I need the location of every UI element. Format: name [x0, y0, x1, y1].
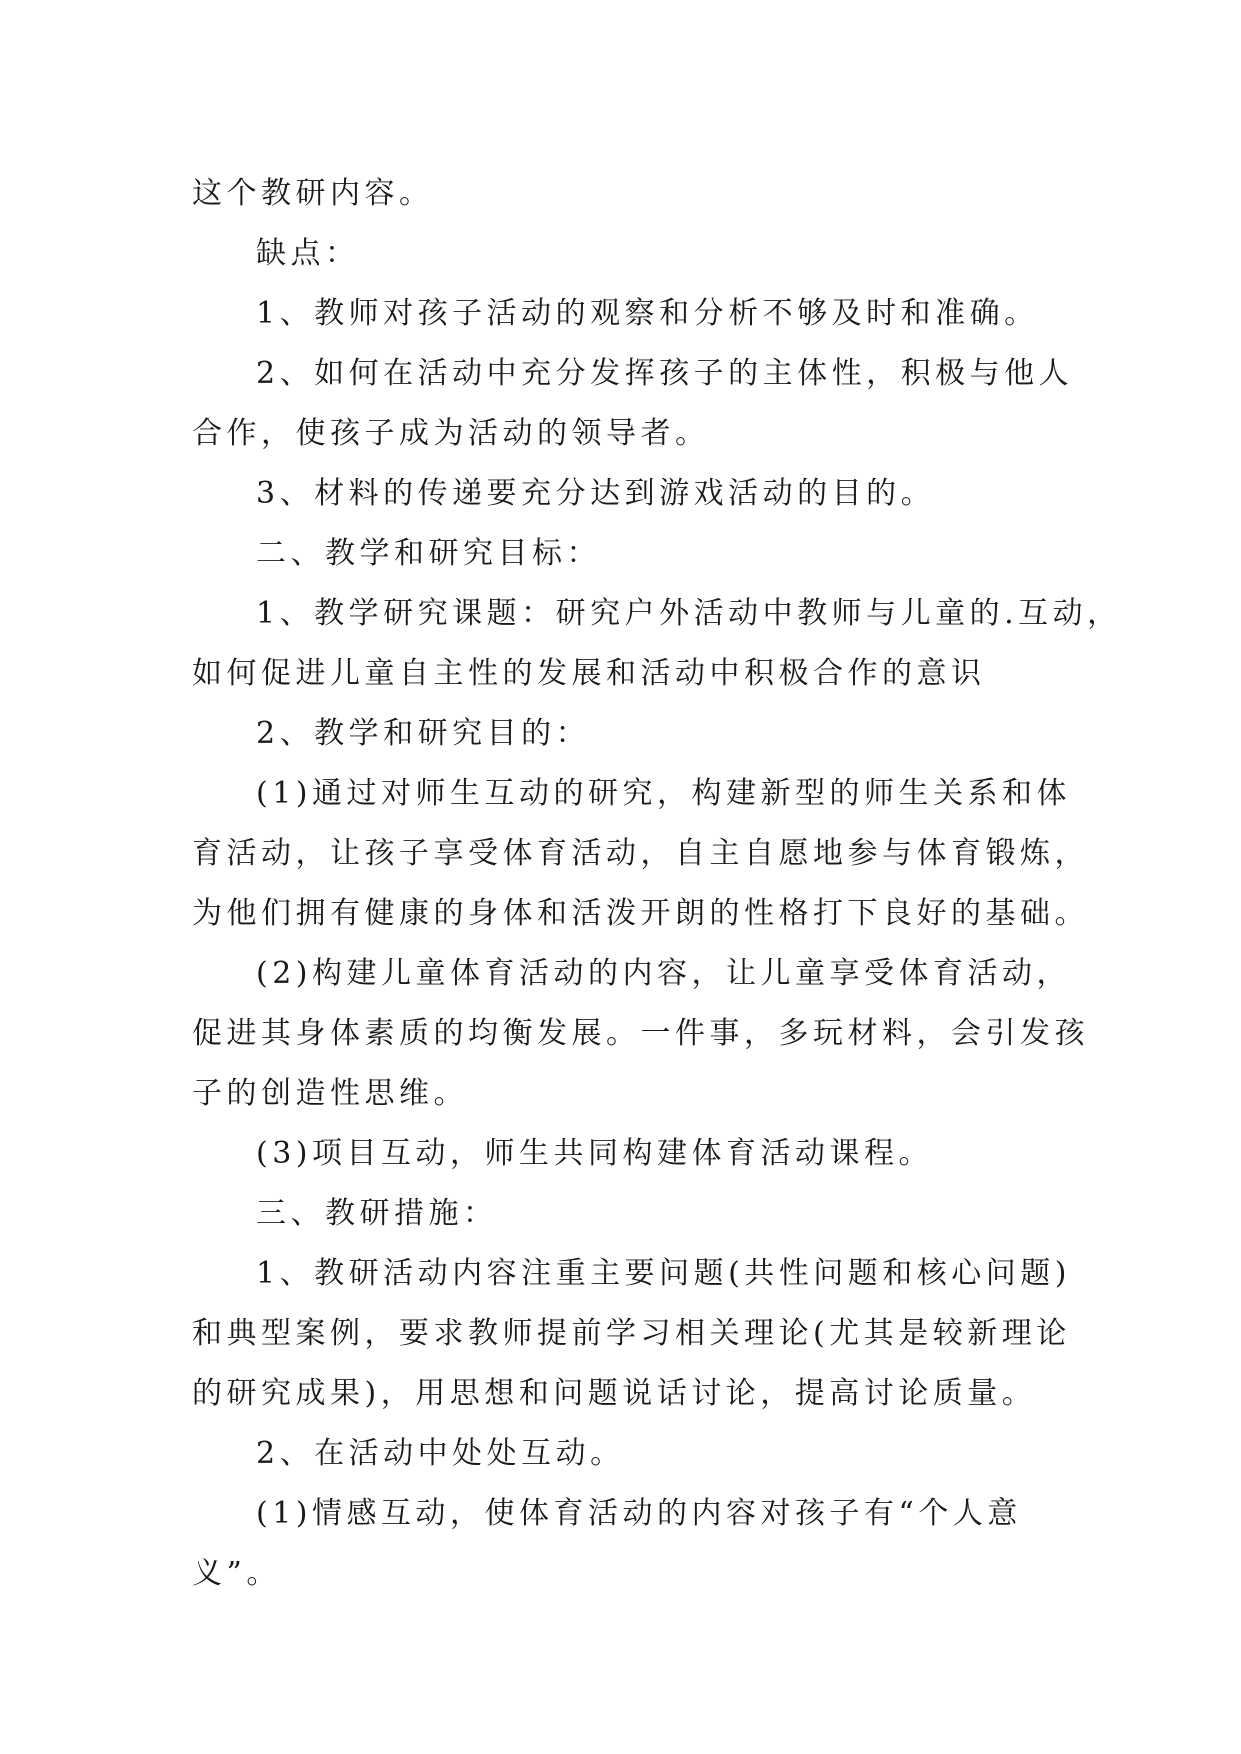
text-line: 如何促进儿童自主性的发展和活动中积极合作的意识: [192, 656, 986, 691]
text-line: 为他们拥有健康的身体和活泼开朗的性格打下良好的基础。: [192, 896, 1089, 931]
text-line: 和典型案例，要求教师提前学习相关理论(尤其是较新理论: [192, 1316, 1071, 1351]
section-heading: 二、教学和研究目标：: [256, 536, 601, 571]
text-line: (1)通过对师生互动的研究，构建新型的师生关系和体: [256, 776, 1071, 811]
text-line: 缺点：: [256, 236, 360, 271]
text-line: (1)情感互动，使体育活动的内容对孩子有“个人意: [256, 1496, 1022, 1531]
text-line: 育活动，让孩子享受体育活动，自主自愿地参与体育锻炼，: [192, 836, 1089, 871]
document-body: [192, 164, 1122, 1604]
text-line: 的研究成果)，用思想和问题说话讨论，提高讨论质量。: [192, 1376, 1037, 1411]
text-line: 1、教师对孩子活动的观察和分析不够及时和准确。: [256, 296, 1039, 331]
text-line: 2、教学和研究目的：: [256, 716, 591, 751]
text-line: 1、教研活动内容注重主要问题(共性问题和核心问题): [256, 1256, 1071, 1291]
text-line: 2、在活动中处处互动。: [256, 1436, 625, 1471]
text-line: (3)项目互动，师生共同构建体育活动课程。: [256, 1136, 933, 1171]
section-heading: 三、教研措施：: [256, 1196, 498, 1231]
text-line: 这个教研内容。: [192, 176, 434, 211]
text-line: 义”。: [192, 1556, 281, 1591]
text-line: 合作，使孩子成为活动的领导者。: [192, 416, 710, 451]
text-line: (2)构建儿童体育活动的内容，让儿童享受体育活动，: [256, 956, 1071, 991]
text-line: 促进其身体素质的均衡发展。一件事，多玩材料，会引发孩: [192, 1016, 1089, 1051]
text-line: 2、如何在活动中充分发挥孩子的主体性，积极与他人: [256, 356, 1074, 391]
text-line: 1、教学研究课题：研究户外活动中教师与儿童的.互动，: [256, 596, 1122, 631]
text-line: 子的创造性思维。: [192, 1076, 468, 1111]
text-line: 3、材料的传递要充分达到游戏活动的目的。: [256, 476, 936, 511]
